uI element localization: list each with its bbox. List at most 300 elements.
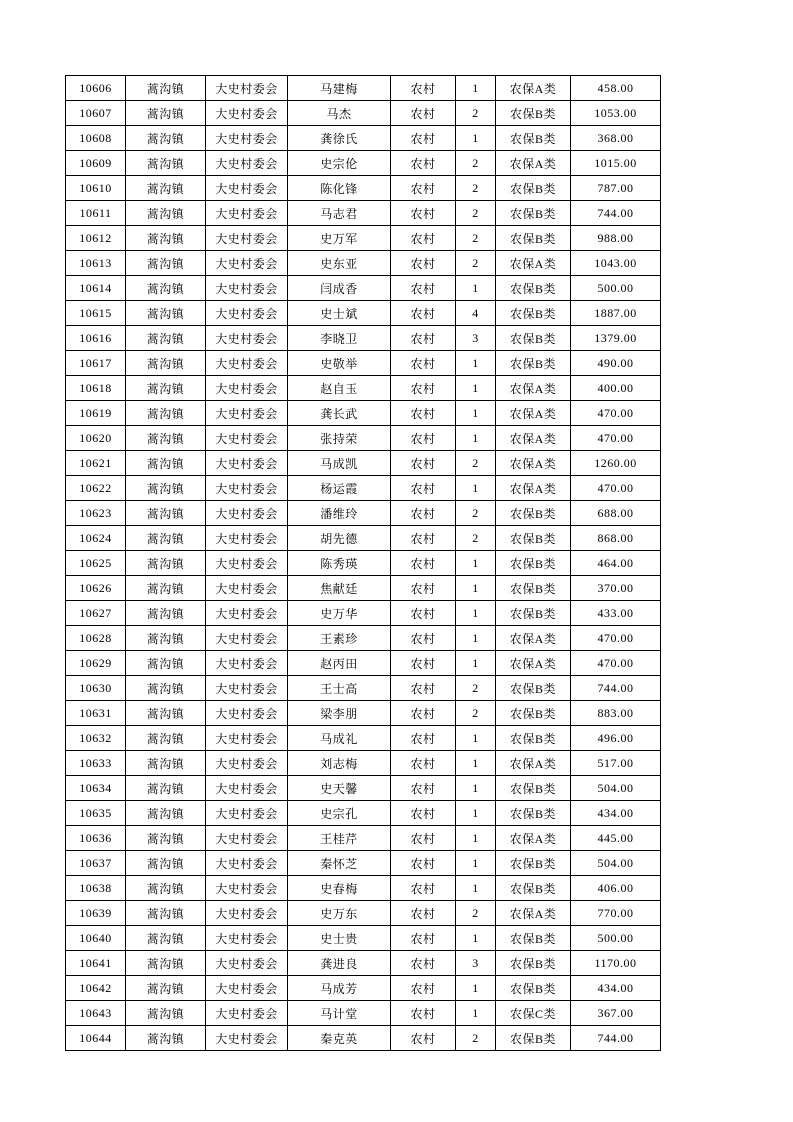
cell-person-count: 2 (456, 451, 496, 476)
cell-row-id: 10631 (66, 701, 126, 726)
cell-row-id: 10606 (66, 76, 126, 101)
cell-row-id: 10610 (66, 176, 126, 201)
cell-town: 蒿沟镇 (126, 551, 206, 576)
table-row (66, 851, 661, 876)
benefits-table (65, 75, 661, 1051)
cell-village-committee: 大史村委会 (206, 376, 288, 401)
cell-person-name: 史士贵 (288, 926, 391, 951)
table-row (66, 426, 661, 451)
cell-insurance-category: 农保B类 (496, 601, 571, 626)
cell-amount: 688.00 (571, 501, 661, 526)
cell-residence-type: 农村 (391, 926, 456, 951)
cell-person-name: 王士高 (288, 676, 391, 701)
cell-amount: 1043.00 (571, 251, 661, 276)
cell-person-count: 1 (456, 401, 496, 426)
cell-insurance-category: 农保A类 (496, 76, 571, 101)
cell-person-count: 2 (456, 1026, 496, 1051)
cell-insurance-category: 农保B类 (496, 526, 571, 551)
cell-amount: 470.00 (571, 651, 661, 676)
cell-person-count: 1 (456, 476, 496, 501)
cell-person-count: 2 (456, 226, 496, 251)
cell-residence-type: 农村 (391, 726, 456, 751)
cell-person-name: 胡先德 (288, 526, 391, 551)
cell-village-committee: 大史村委会 (206, 276, 288, 301)
cell-row-id: 10611 (66, 201, 126, 226)
cell-person-count: 1 (456, 826, 496, 851)
cell-person-count: 4 (456, 301, 496, 326)
cell-person-count: 1 (456, 651, 496, 676)
cell-insurance-category: 农保B类 (496, 101, 571, 126)
cell-amount: 400.00 (571, 376, 661, 401)
cell-insurance-category: 农保A类 (496, 901, 571, 926)
cell-person-name: 史宗孔 (288, 801, 391, 826)
cell-town: 蒿沟镇 (126, 426, 206, 451)
cell-amount: 770.00 (571, 901, 661, 926)
cell-person-count: 2 (456, 526, 496, 551)
table-row (66, 476, 661, 501)
cell-insurance-category: 农保B类 (496, 576, 571, 601)
cell-residence-type: 农村 (391, 976, 456, 1001)
cell-person-name: 马志君 (288, 201, 391, 226)
cell-row-id: 10613 (66, 251, 126, 276)
cell-amount: 490.00 (571, 351, 661, 376)
cell-town: 蒿沟镇 (126, 901, 206, 926)
cell-town: 蒿沟镇 (126, 801, 206, 826)
cell-person-count: 1 (456, 601, 496, 626)
cell-amount: 744.00 (571, 201, 661, 226)
cell-insurance-category: 农保B类 (496, 776, 571, 801)
cell-person-count: 1 (456, 976, 496, 1001)
table-row (66, 951, 661, 976)
cell-amount: 434.00 (571, 801, 661, 826)
table-row (66, 751, 661, 776)
cell-residence-type: 农村 (391, 101, 456, 126)
cell-insurance-category: 农保B类 (496, 801, 571, 826)
cell-residence-type: 农村 (391, 551, 456, 576)
cell-person-name: 赵自玉 (288, 376, 391, 401)
cell-town: 蒿沟镇 (126, 701, 206, 726)
cell-town: 蒿沟镇 (126, 651, 206, 676)
cell-person-name: 秦克英 (288, 1026, 391, 1051)
table-row (66, 76, 661, 101)
table-row (66, 226, 661, 251)
cell-village-committee: 大史村委会 (206, 901, 288, 926)
cell-town: 蒿沟镇 (126, 326, 206, 351)
cell-insurance-category: 农保C类 (496, 1001, 571, 1026)
cell-village-committee: 大史村委会 (206, 976, 288, 1001)
cell-person-name: 马杰 (288, 101, 391, 126)
cell-village-committee: 大史村委会 (206, 226, 288, 251)
cell-village-committee: 大史村委会 (206, 926, 288, 951)
cell-row-id: 10637 (66, 851, 126, 876)
cell-town: 蒿沟镇 (126, 376, 206, 401)
cell-village-committee: 大史村委会 (206, 876, 288, 901)
cell-village-committee: 大史村委会 (206, 76, 288, 101)
cell-person-count: 2 (456, 501, 496, 526)
cell-person-count: 1 (456, 626, 496, 651)
cell-town: 蒿沟镇 (126, 76, 206, 101)
cell-person-name: 赵丙田 (288, 651, 391, 676)
cell-village-committee: 大史村委会 (206, 501, 288, 526)
cell-row-id: 10633 (66, 751, 126, 776)
table-row (66, 801, 661, 826)
cell-insurance-category: 农保B类 (496, 126, 571, 151)
cell-person-count: 2 (456, 151, 496, 176)
cell-row-id: 10627 (66, 601, 126, 626)
cell-row-id: 10638 (66, 876, 126, 901)
cell-village-committee: 大史村委会 (206, 951, 288, 976)
table-row (66, 326, 661, 351)
table-row (66, 901, 661, 926)
cell-amount: 504.00 (571, 776, 661, 801)
cell-person-count: 1 (456, 801, 496, 826)
cell-residence-type: 农村 (391, 451, 456, 476)
cell-town: 蒿沟镇 (126, 101, 206, 126)
cell-person-name: 王桂芹 (288, 826, 391, 851)
table-row (66, 576, 661, 601)
cell-row-id: 10609 (66, 151, 126, 176)
cell-person-name: 马计堂 (288, 1001, 391, 1026)
cell-person-count: 1 (456, 751, 496, 776)
cell-residence-type: 农村 (391, 276, 456, 301)
cell-residence-type: 农村 (391, 201, 456, 226)
cell-amount: 1260.00 (571, 451, 661, 476)
cell-town: 蒿沟镇 (126, 576, 206, 601)
cell-insurance-category: 农保B类 (496, 201, 571, 226)
cell-residence-type: 农村 (391, 776, 456, 801)
cell-amount: 470.00 (571, 401, 661, 426)
cell-residence-type: 农村 (391, 1001, 456, 1026)
cell-person-name: 杨运霞 (288, 476, 391, 501)
cell-village-committee: 大史村委会 (206, 126, 288, 151)
table-row (66, 151, 661, 176)
cell-town: 蒿沟镇 (126, 126, 206, 151)
cell-residence-type: 农村 (391, 476, 456, 501)
cell-insurance-category: 农保A类 (496, 451, 571, 476)
cell-residence-type: 农村 (391, 151, 456, 176)
cell-row-id: 10617 (66, 351, 126, 376)
cell-row-id: 10615 (66, 301, 126, 326)
cell-amount: 434.00 (571, 976, 661, 1001)
cell-person-name: 张持荣 (288, 426, 391, 451)
cell-person-name: 李晓卫 (288, 326, 391, 351)
cell-village-committee: 大史村委会 (206, 676, 288, 701)
cell-amount: 1015.00 (571, 151, 661, 176)
cell-amount: 1053.00 (571, 101, 661, 126)
cell-village-committee: 大史村委会 (206, 351, 288, 376)
cell-person-name: 马成凯 (288, 451, 391, 476)
cell-amount: 517.00 (571, 751, 661, 776)
cell-residence-type: 农村 (391, 576, 456, 601)
cell-amount: 988.00 (571, 226, 661, 251)
table-row (66, 826, 661, 851)
cell-residence-type: 农村 (391, 401, 456, 426)
table-row (66, 276, 661, 301)
cell-village-committee: 大史村委会 (206, 726, 288, 751)
cell-row-id: 10626 (66, 576, 126, 601)
table-row (66, 301, 661, 326)
cell-insurance-category: 农保B类 (496, 851, 571, 876)
cell-person-count: 2 (456, 101, 496, 126)
cell-village-committee: 大史村委会 (206, 701, 288, 726)
cell-residence-type: 农村 (391, 126, 456, 151)
cell-person-name: 龚进良 (288, 951, 391, 976)
cell-residence-type: 农村 (391, 351, 456, 376)
cell-person-name: 史天馨 (288, 776, 391, 801)
cell-insurance-category: 农保A类 (496, 651, 571, 676)
cell-person-name: 闫成香 (288, 276, 391, 301)
cell-insurance-category: 农保B类 (496, 176, 571, 201)
cell-person-name: 龚长武 (288, 401, 391, 426)
cell-person-count: 1 (456, 576, 496, 601)
cell-amount: 500.00 (571, 276, 661, 301)
cell-amount: 470.00 (571, 476, 661, 501)
table-row (66, 551, 661, 576)
cell-insurance-category: 农保A类 (496, 251, 571, 276)
cell-person-name: 史万军 (288, 226, 391, 251)
cell-town: 蒿沟镇 (126, 951, 206, 976)
cell-person-name: 陈秀瑛 (288, 551, 391, 576)
cell-village-committee: 大史村委会 (206, 626, 288, 651)
cell-residence-type: 农村 (391, 501, 456, 526)
cell-village-committee: 大史村委会 (206, 601, 288, 626)
cell-residence-type: 农村 (391, 251, 456, 276)
cell-town: 蒿沟镇 (126, 926, 206, 951)
cell-residence-type: 农村 (391, 176, 456, 201)
cell-amount: 500.00 (571, 926, 661, 951)
cell-residence-type: 农村 (391, 951, 456, 976)
cell-amount: 496.00 (571, 726, 661, 751)
cell-insurance-category: 农保B类 (496, 951, 571, 976)
cell-village-committee: 大史村委会 (206, 851, 288, 876)
cell-town: 蒿沟镇 (126, 401, 206, 426)
table-row (66, 376, 661, 401)
cell-residence-type: 农村 (391, 626, 456, 651)
cell-insurance-category: 农保B类 (496, 1026, 571, 1051)
cell-person-count: 2 (456, 201, 496, 226)
cell-residence-type: 农村 (391, 751, 456, 776)
cell-town: 蒿沟镇 (126, 601, 206, 626)
cell-insurance-category: 农保B类 (496, 276, 571, 301)
cell-insurance-category: 农保A类 (496, 376, 571, 401)
cell-amount: 504.00 (571, 851, 661, 876)
cell-town: 蒿沟镇 (126, 726, 206, 751)
cell-insurance-category: 农保B类 (496, 551, 571, 576)
cell-amount: 744.00 (571, 676, 661, 701)
cell-person-count: 1 (456, 551, 496, 576)
cell-row-id: 10619 (66, 401, 126, 426)
cell-village-committee: 大史村委会 (206, 176, 288, 201)
cell-person-name: 潘维玲 (288, 501, 391, 526)
table-row (66, 626, 661, 651)
cell-row-id: 10644 (66, 1026, 126, 1051)
cell-residence-type: 农村 (391, 76, 456, 101)
cell-insurance-category: 农保B类 (496, 876, 571, 901)
cell-insurance-category: 农保A类 (496, 751, 571, 776)
cell-residence-type: 农村 (391, 851, 456, 876)
table-row (66, 976, 661, 1001)
cell-town: 蒿沟镇 (126, 976, 206, 1001)
cell-amount: 883.00 (571, 701, 661, 726)
cell-amount: 470.00 (571, 426, 661, 451)
cell-row-id: 10621 (66, 451, 126, 476)
cell-insurance-category: 农保B类 (496, 726, 571, 751)
cell-town: 蒿沟镇 (126, 526, 206, 551)
table-row (66, 101, 661, 126)
cell-village-committee: 大史村委会 (206, 651, 288, 676)
cell-town: 蒿沟镇 (126, 501, 206, 526)
cell-row-id: 10639 (66, 901, 126, 926)
cell-town: 蒿沟镇 (126, 176, 206, 201)
cell-village-committee: 大史村委会 (206, 576, 288, 601)
cell-person-count: 2 (456, 251, 496, 276)
cell-person-count: 1 (456, 276, 496, 301)
cell-person-name: 龚徐氏 (288, 126, 391, 151)
cell-residence-type: 农村 (391, 526, 456, 551)
cell-person-name: 梁李朋 (288, 701, 391, 726)
cell-village-committee: 大史村委会 (206, 426, 288, 451)
cell-person-name: 秦怀芝 (288, 851, 391, 876)
cell-row-id: 10625 (66, 551, 126, 576)
cell-town: 蒿沟镇 (126, 876, 206, 901)
cell-residence-type: 农村 (391, 326, 456, 351)
cell-person-count: 1 (456, 726, 496, 751)
cell-town: 蒿沟镇 (126, 776, 206, 801)
cell-person-name: 陈化锋 (288, 176, 391, 201)
cell-village-committee: 大史村委会 (206, 476, 288, 501)
cell-insurance-category: 农保A类 (496, 401, 571, 426)
table-row (66, 651, 661, 676)
cell-insurance-category: 农保B类 (496, 701, 571, 726)
cell-insurance-category: 农保B类 (496, 226, 571, 251)
cell-row-id: 10623 (66, 501, 126, 526)
cell-amount: 406.00 (571, 876, 661, 901)
cell-residence-type: 农村 (391, 701, 456, 726)
cell-town: 蒿沟镇 (126, 1001, 206, 1026)
cell-residence-type: 农村 (391, 301, 456, 326)
cell-amount: 370.00 (571, 576, 661, 601)
cell-amount: 1887.00 (571, 301, 661, 326)
cell-person-name: 史士斌 (288, 301, 391, 326)
cell-person-name: 刘志梅 (288, 751, 391, 776)
cell-person-count: 1 (456, 876, 496, 901)
cell-village-committee: 大史村委会 (206, 751, 288, 776)
cell-village-committee: 大史村委会 (206, 201, 288, 226)
cell-village-committee: 大史村委会 (206, 251, 288, 276)
cell-village-committee: 大史村委会 (206, 801, 288, 826)
cell-village-committee: 大史村委会 (206, 401, 288, 426)
cell-village-committee: 大史村委会 (206, 101, 288, 126)
cell-village-committee: 大史村委会 (206, 526, 288, 551)
cell-town: 蒿沟镇 (126, 201, 206, 226)
cell-row-id: 10643 (66, 1001, 126, 1026)
cell-town: 蒿沟镇 (126, 151, 206, 176)
cell-person-name: 王素珍 (288, 626, 391, 651)
table-row (66, 351, 661, 376)
cell-person-name: 马成礼 (288, 726, 391, 751)
cell-insurance-category: 农保B类 (496, 976, 571, 1001)
cell-amount: 470.00 (571, 626, 661, 651)
cell-village-committee: 大史村委会 (206, 451, 288, 476)
cell-row-id: 10608 (66, 126, 126, 151)
table-row (66, 726, 661, 751)
cell-row-id: 10629 (66, 651, 126, 676)
cell-insurance-category: 农保B类 (496, 501, 571, 526)
cell-village-committee: 大史村委会 (206, 826, 288, 851)
cell-row-id: 10628 (66, 626, 126, 651)
cell-village-committee: 大史村委会 (206, 1001, 288, 1026)
cell-residence-type: 农村 (391, 226, 456, 251)
cell-residence-type: 农村 (391, 1026, 456, 1051)
table-row (66, 676, 661, 701)
cell-row-id: 10612 (66, 226, 126, 251)
cell-insurance-category: 农保B类 (496, 676, 571, 701)
cell-insurance-category: 农保B类 (496, 301, 571, 326)
table-row (66, 501, 661, 526)
table-row (66, 176, 661, 201)
cell-person-name: 焦献廷 (288, 576, 391, 601)
cell-amount: 464.00 (571, 551, 661, 576)
cell-person-count: 1 (456, 1001, 496, 1026)
cell-amount: 367.00 (571, 1001, 661, 1026)
cell-person-name: 史万东 (288, 901, 391, 926)
cell-town: 蒿沟镇 (126, 301, 206, 326)
cell-amount: 1379.00 (571, 326, 661, 351)
cell-amount: 368.00 (571, 126, 661, 151)
cell-town: 蒿沟镇 (126, 751, 206, 776)
cell-person-name: 马成芳 (288, 976, 391, 1001)
cell-row-id: 10607 (66, 101, 126, 126)
cell-person-count: 1 (456, 351, 496, 376)
cell-amount: 458.00 (571, 76, 661, 101)
cell-person-name: 史宗伦 (288, 151, 391, 176)
cell-residence-type: 农村 (391, 901, 456, 926)
cell-row-id: 10618 (66, 376, 126, 401)
table-body (66, 76, 661, 1051)
table-row (66, 601, 661, 626)
cell-town: 蒿沟镇 (126, 676, 206, 701)
cell-row-id: 10642 (66, 976, 126, 1001)
cell-row-id: 10630 (66, 676, 126, 701)
cell-person-name: 马建梅 (288, 76, 391, 101)
cell-town: 蒿沟镇 (126, 826, 206, 851)
cell-village-committee: 大史村委会 (206, 776, 288, 801)
cell-row-id: 10620 (66, 426, 126, 451)
cell-insurance-category: 农保B类 (496, 926, 571, 951)
cell-residence-type: 农村 (391, 676, 456, 701)
table-row (66, 451, 661, 476)
cell-insurance-category: 农保B类 (496, 326, 571, 351)
table-row (66, 876, 661, 901)
cell-town: 蒿沟镇 (126, 351, 206, 376)
cell-person-count: 2 (456, 176, 496, 201)
cell-residence-type: 农村 (391, 876, 456, 901)
cell-town: 蒿沟镇 (126, 251, 206, 276)
cell-person-name: 史东亚 (288, 251, 391, 276)
cell-residence-type: 农村 (391, 426, 456, 451)
table-row (66, 401, 661, 426)
cell-insurance-category: 农保A类 (496, 826, 571, 851)
cell-town: 蒿沟镇 (126, 451, 206, 476)
cell-insurance-category: 农保A类 (496, 476, 571, 501)
table-row (66, 1026, 661, 1051)
cell-insurance-category: 农保A类 (496, 626, 571, 651)
cell-person-count: 1 (456, 426, 496, 451)
cell-person-count: 3 (456, 951, 496, 976)
cell-town: 蒿沟镇 (126, 626, 206, 651)
cell-residence-type: 农村 (391, 651, 456, 676)
cell-person-count: 2 (456, 701, 496, 726)
